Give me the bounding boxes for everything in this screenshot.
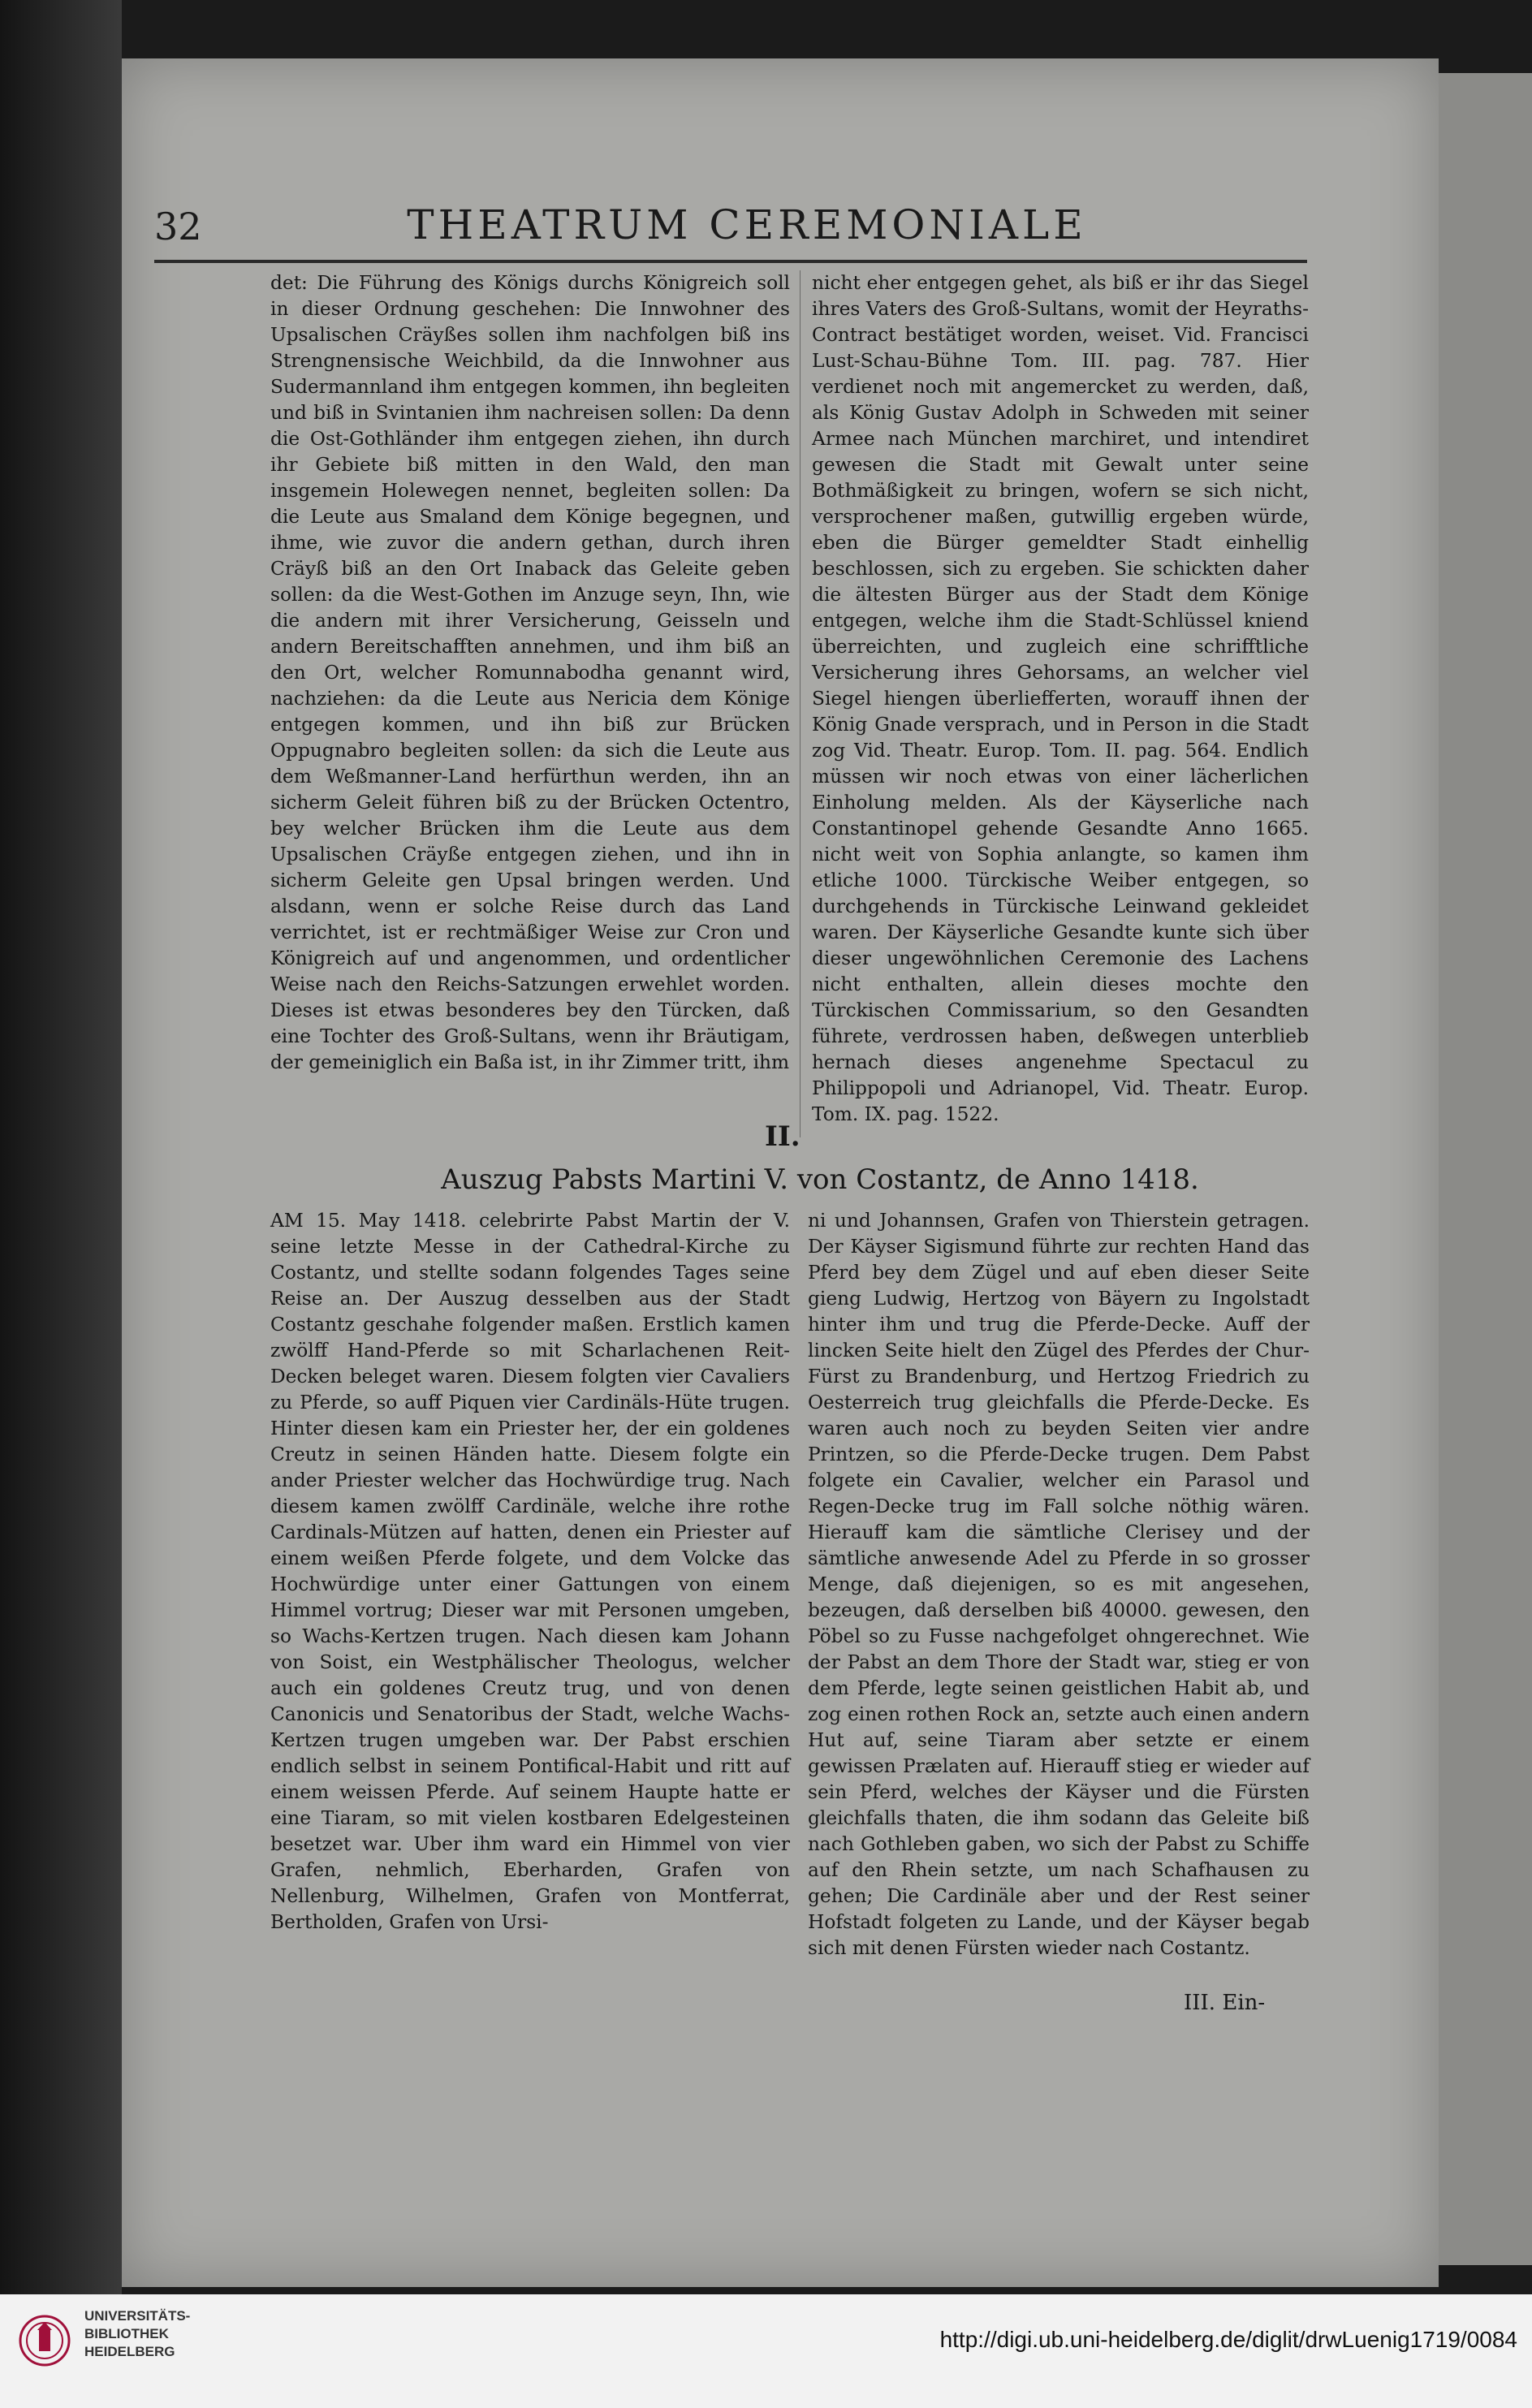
- library-name-line: HEIDELBERG: [84, 2344, 175, 2359]
- text-column-top-left: [270, 270, 790, 1076]
- text-column-bottom-right: [808, 1208, 1310, 1961]
- paragraph: nicht eher entgegen gehet, als biß er ihr das Siegel ihres Vaters des Groß-Sultans, womit der Heyraths-Contract bestätiget worden, weiset. Vid. Francisci Lust-Schau-Bühne Tom. III. pag. 787. Hier verdienet noch mit angemercket zu werden, daß, als König Gustav Adolph in Schweden mit seiner Armee nach München marchiret, und intendiret gewesen die Stadt mit Gewalt unter seine Bothmäßigkeit zu bringen, wofern se sich nicht, versprochener maßen, gutwillig ergeben würde, eben die Bürger gemeldter Stadt einhellig beschlossen, sich zu ergeben. Sie schickten daher die ältesten Bürger aus der Stadt dem Könige entgegen, welche ihm die Stadt-Schlüssel kniend überreichten, und zugleich eine schrifftliche Versicherung ihres Gehorsams, an welcher viel Siegel hiengen überliefferten, worauff ihnen der König Gnade versprach, und in Person in die Stadt zog Vid. Theatr. Europ. Tom. II. pag. 564. Endlich müssen wir noch etwas von einer lächerlichen Einholung melden. Als der Käyserliche nach Constantinopel gehende Gesandte Anno 1665. nicht weit von Sophia anlangte, so kamen ihm etliche 1000. Türckische Weiber entgegen, so durchgehends in Türckische Leinwand gekleidet waren. Der Käyserliche Gesandte kunte sich über dieser ungewöhnlichen Ceremonie des Lachens nicht enthalten, allein dieses mochte den Türckischen Commissarium, so den Gesandten führete, verdrossen haben, deßwegen unterblieb hernach dieses angenehme Spectacul zu Philippopoli und Adrianopel, Vid. Theatr. Europ. Tom. IX. pag. 1522.: [812, 272, 1309, 1125]
- permalink-url[interactable]: http://digi.ub.uni-heidelberg.de/diglit/drwLuenig1719/0084: [939, 2327, 1517, 2352]
- paragraph: AM 15. May 1418. celebrirte Pabst Martin der V. seine letzte Messe in der Cathedral-Kirche zu Costantz, und stellte sodann folgendes Tages seine Reise an. Der Auszug desselben aus der Stadt Costantz geschahe folgender maßen. Erstlich kamen zwölff Hand-Pferde so mit Scharlachenen Reit-Decken beleget waren. Diesem folgten vier Cavaliers zu Pferde, so auff Piquen vier Cardinäls-Hüte trugen. Hinter diesen kam ein Priester her, der ein goldenes Creutz in seinen Händen hatte. Diesem folgte ein ander Priester welcher das Hochwürdige trug. Nach diesem kamen zwölff Cardinäle, welche ihre rothe Cardinals-Mützen auf hatten, denen ein Priester auf einem weißen Pferde folgete, und dem Volcke das Hochwürdige unter einer Gattungen von einem Himmel vortrug; Dieser war mit Personen umgeben, so Wachs-Kertzen trugen. Nach diesen kam Johann von Soist, ein Westphälischer Theologus, welcher auch ein goldenes Creutz trug, und von denen Canonicis und Senatoribus der Stadt, welche Wachs-Kertzen trugen umgeben war. Der Pabst erschien endlich selbst in seinem Pontifical-Habit und ritt auf einem weissen Pferde. Auf seinem Haupte hatte er eine Tiaram, so mit vielen kostbaren Edelgesteinen besetzet war. Uber ihm ward ein Himmel von vier Grafen, nehmlich, Eberharden, Grafen von Nellenburg, Wilhelmen, Grafen von Montferrat, Bertholden, Grafen von Ursi-: [270, 1210, 790, 1933]
- running-title: THEATRUM CEREMONIALE: [407, 201, 1087, 248]
- library-name-line: UNIVERSITÄTS-: [84, 2308, 191, 2324]
- page-number: 32: [154, 205, 202, 248]
- paragraph: ni und Johannsen, Grafen von Thierstein getragen. Der Käyser Sigismund führte zur rechten Hand das Pferd bey dem Zügel und auf eben dieser Seite gieng Ludwig, Hertzog von Bäyern zu Ingolstadt hinter ihm und trug die Pferde-Decke. Auff der lincken Seite hielt den Zügel des Pferdes der Chur-Fürst zu Brandenburg, und Hertzog Friedrich zu Oesterreich trug gleichfalls die Pferde-Decke. Es waren auch noch zu beyden Seiten vier andre Printzen, so die Pferde-Decke trugen. Dem Pabst folgete ein Cavalier, welcher ein Parasol und Regen-Decke trug im Fall solche nöthig wären. Hierauff kam die sämtliche Clerisey und der sämtliche anwesende Adel zu Pferde in so grosser Menge, daß diejenigen, so es mit angesehen, bezeugen, daß derselben biß 40000. gewesen, den Pöbel so zu Fusse nachgefolget ohngerechnet. Wie der Pabst an dem Thore der Stadt war, stieg er von dem Pferde, legte seinen geistlichen Habit ab, und zog einen rothen Rock an, setzte auch einen andern Hut auf, seine Tiaram aber setzte er einem gewissen Prælaten auf. Hierauff stieg er wieder auf sein Pferd, welches der Käyser und die Fürsten gleichfalls thaten, die ihm sodann das Geleite biß nach Gothleben gaben, wo sich der Pabst zu Schiffe auf den Rhein setzte, um nach Schafhausen zu gehen; Die Cardinäle aber und der Rest seiner Hofstadt folgeten zu Lande, und der Käyser begab sich mit denen Fürsten wieder nach Costantz.: [808, 1210, 1310, 1959]
- column-divider: [800, 270, 801, 1137]
- viewer-footer: [0, 2294, 1532, 2408]
- library-name-line: BIBLIOTHEK: [84, 2326, 169, 2341]
- text-column-top-right: [812, 270, 1309, 1128]
- text-column-bottom-left: [270, 1208, 790, 1935]
- catchword: III. Ein-: [1184, 1991, 1266, 2015]
- library-name: [84, 2307, 190, 2361]
- paragraph: det: Die Führung des Königs durchs Königreich soll in dieser Ordnung geschehen: Die Innwohner des Upsalischen Cräyßes sollen ihm nachfolgen biß ins Strengnensische Weichbild, da die Innwohner aus Sudermannland ihm entgegen kommen, ihn begleiten und biß in Svintanien ihm nachreisen sollen: Da denn die Ost-Gothländer ihm entgegen ziehen, ihn durch ihr Gebiete biß mitten in den Wald, den man insgemein Holewegen nennet, begleiten sollen: Da die Leute aus Smaland dem Könige begegnen, und ihme, wie zuvor die andern gethan, durch ihren Cräyß biß an den Ort Inaback das Geleite geben sollen: da die West-Gothen im Anzuge seyn, Ihn, wie die andern mit ihrer Versicherung, Geisseln und andern Bereitschafften annehmen, und ihm biß an den Ort, welcher Romunnabodha genannt wird, nachziehen: da die Leute aus Nericia dem Könige entgegen kommen, und ihn biß zur Brücken Oppugnabro begleiten sollen: da sich die Leute aus dem Weßmanner-Land herfürthun werden, ihn an sicherm Geleit führen biß zu der Brücken Octentro, bey welcher Brücken ihm die Leute aus dem Upsalischen Cräyße entgegen ziehen, und ihn in sicherm Geleite gen Upsal bringen werden. Und alsdann, wenn er solche Reise durch das Land verrichtet, ist er rechtmäßiger Weise zur Cron und Königreich auf und angenommen, und ordentlicher Weise nach den Reichs-Satzungen erwehlet worden. Dieses ist etwas besonderes bey den Türcken, daß eine Tochter des Groß-Sultans, wenn ihr Bräutigam, der gemeiniglich ein Baßa ist, in ihr Zimmer tritt, ihm: [270, 272, 790, 1073]
- header-rule: [154, 260, 1307, 263]
- section-number: II.: [765, 1120, 801, 1153]
- page-header: [154, 154, 1307, 276]
- university-library-logo-icon: [16, 2312, 73, 2369]
- section-heading: Auszug Pabsts Martini V. von Costantz, de Anno 1418.: [441, 1163, 1199, 1196]
- book-spine: [0, 0, 122, 2294]
- facing-page-edge: [1439, 73, 1532, 2265]
